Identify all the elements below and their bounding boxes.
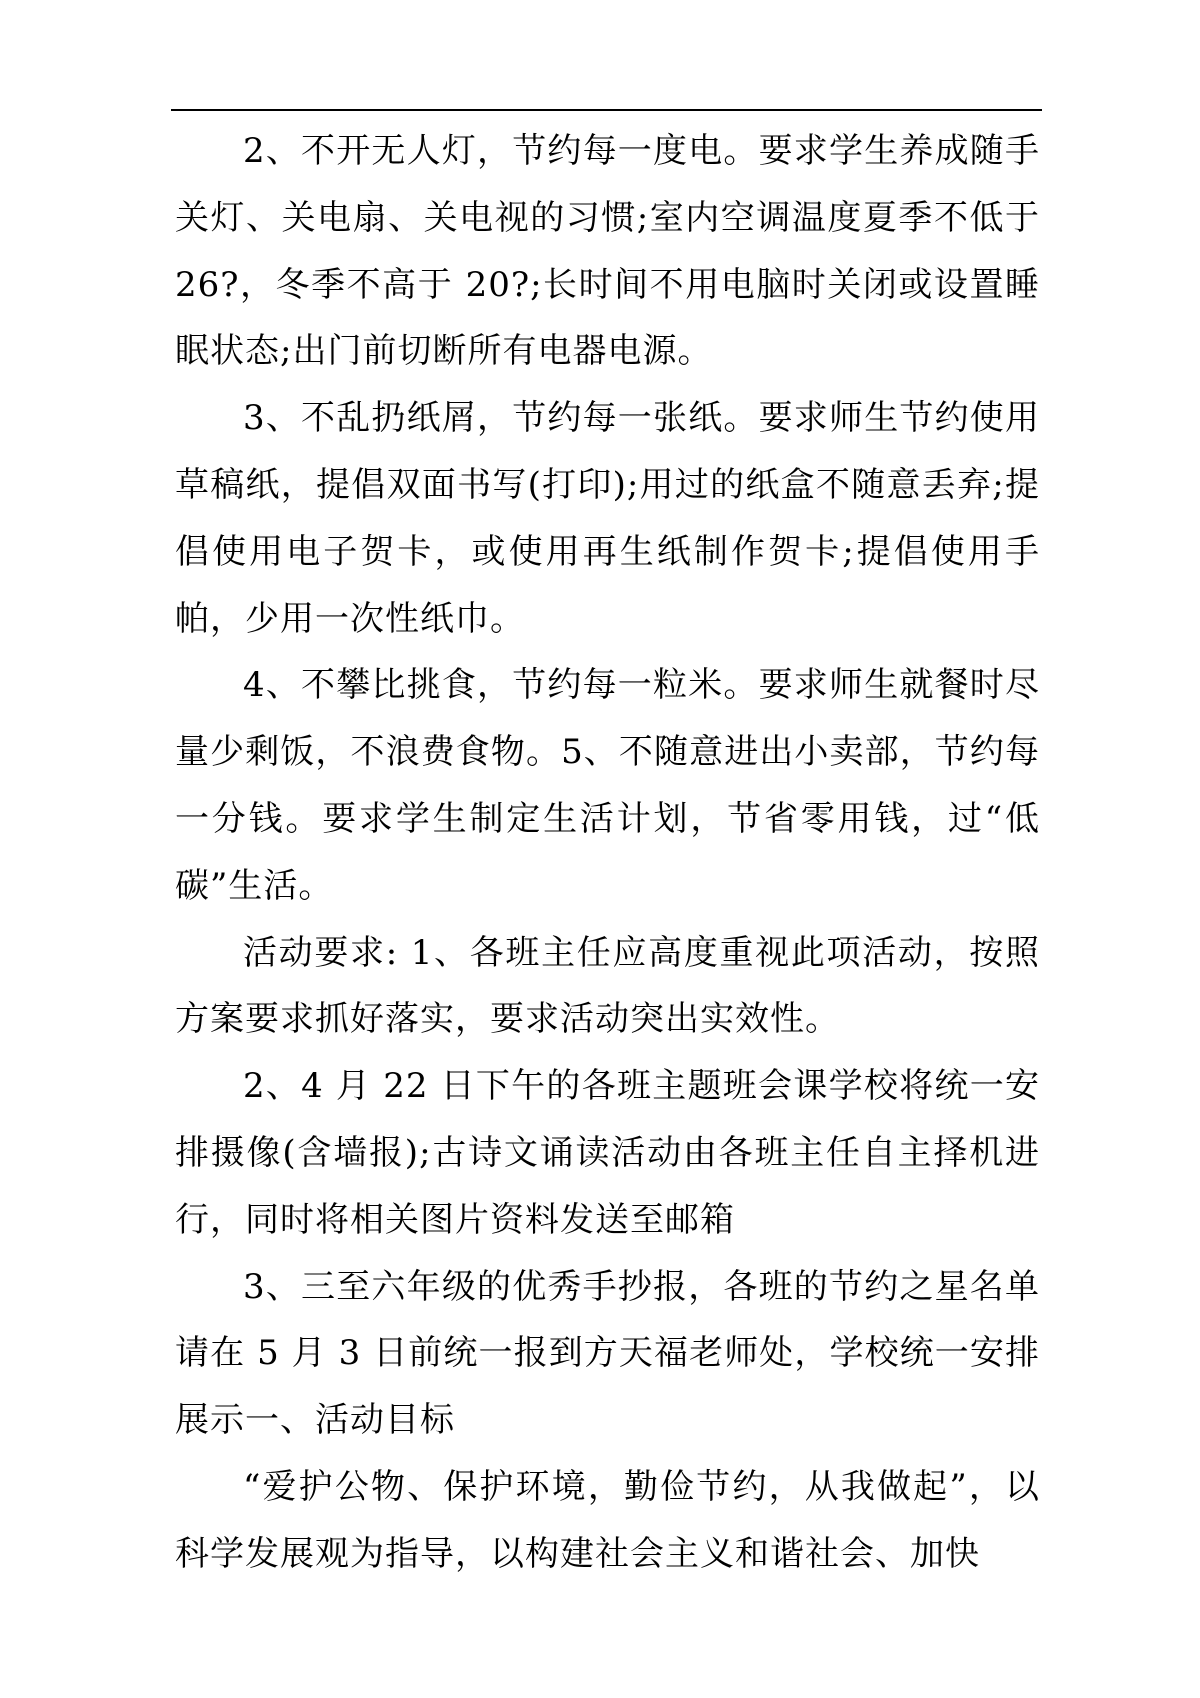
paragraph-activity-goal: “爱护公物、保护环境，勤俭节约，从我做起”，以科学发展观为指导，以构建社会主义和谐社会、加快	[175, 1466, 1040, 1574]
document-body	[175, 118, 1052, 1588]
header-rule	[171, 109, 1042, 111]
paragraph-food-money: 4、不攀比挑食，节约每一粒米。要求师生就餐时尽量少剩饭，不浪费食物。5、不随意进出小卖部，节约每一分钱。要求学生制定生活计划，节省零用钱，过“低碳”生活。	[175, 665, 1040, 906]
paragraph-handwritten-newspaper: 3、三至六年级的优秀手抄报，各班的节约之星名单请在 5 月 3 日前统一报到方天福老师处，学校统一安排展示一、活动目标	[175, 1266, 1040, 1441]
paragraph-class-meeting: 2、4 月 22 日下午的各班主题班会课学校将统一安排摄像(含墙报);古诗文诵读活动由各班主任自主择机进行，同时将相关图片资料发送至邮箱	[175, 1066, 1040, 1240]
paragraph-paper: 3、不乱扔纸屑，节约每一张纸。要求师生节约使用草稿纸，提倡双面书写(打印);用过的纸盒不随意丢弃;提倡使用电子贺卡，或使用再生纸制作贺卡;提倡使用手帕，少用一次性纸巾。	[175, 398, 1040, 639]
paragraph-activity-requirements: 活动要求: 1、各班主任应高度重视此项活动，按照方案要求抓好落实，要求活动突出实效性。	[175, 932, 1040, 1040]
paragraph-electricity: 2、不开无人灯，节约每一度电。要求学生养成随手关灯、关电扇、关电视的习惯;室内空调温度夏季不低于 26?，冬季不高于 20?;长时间不用电脑时关闭或设置睡眠状态;出门前切断所有电器电源。	[175, 131, 1052, 372]
